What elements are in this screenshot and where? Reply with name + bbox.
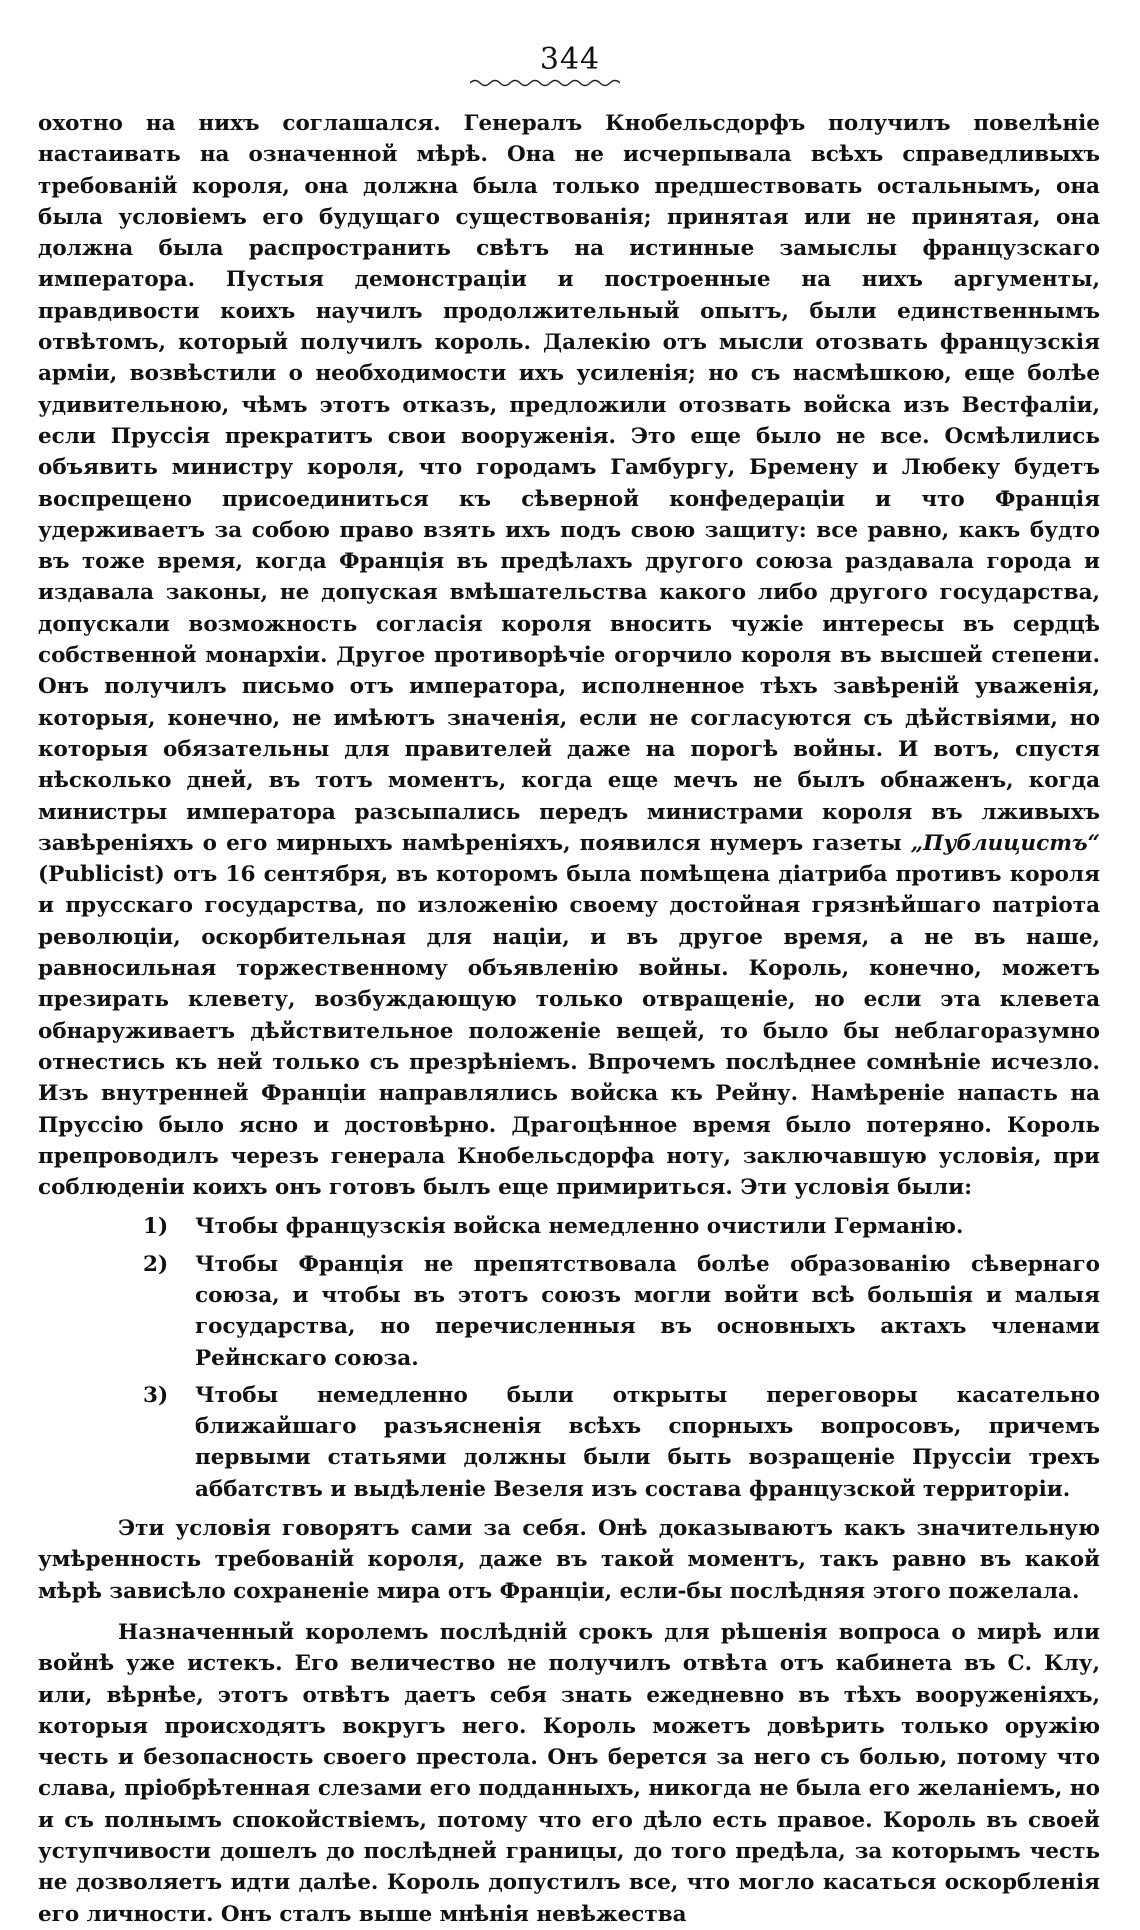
- paragraph-conditions-summary: Эти условія говорятъ сами за себя. Онѣ доказываютъ какъ значительную умѣренность требованій короля, даже въ такой моментъ, такъ равно въ какой мѣрѣ зависѣло сохраненіе мира отъ Франціи, если-бы послѣдняя этого пожелала.: [38, 1516, 1100, 1604]
- list-marker: 3): [143, 1382, 169, 1408]
- wavy-rule-ornament: [470, 78, 620, 88]
- paragraph-main-text: охотно на нихъ соглашался. Генералъ Кнобельсдорфъ получилъ повелѣніе настаивать на означенной мѣрѣ. Она не исчерпывала всѣхъ справедливыхъ требованій короля, она должна была только предшествовать остальнымъ, она была условіемъ его будущаго существованія; принятая или не принятая, она должна была распространить свѣтъ на истинные замыслы французскаго императора. Пустыя демонстраціи и построенные на нихъ аргументы, правдивости коихъ научилъ продолжительный опытъ, были единственнымъ отвѣтомъ, который получилъ король. Далекію отъ мысли отозвать французскія арміи, возвѣстили о необходимости ихъ усиленія; но съ насмѣшкою, еще болѣе удивительною, чѣмъ этотъ отказъ, предложили отозвать войска изъ Вестфаліи, если Пруссія прекратитъ свои вооруженія. Это еще было не все. Осмѣлились объявить министру короля, что городамъ Гамбургу, Бремену и Любеку будетъ воспрещено присоединиться къ сѣверной конфедераціи и что Франція удерживаетъ за собою право взять ихъ подъ свою защиту: все равно, какъ будто въ тоже время, когда Франція въ предѣлахъ другого союза раздавала города и издавала законы, не допуская вмѣшательства какого либо другого государства, допускали возможность согласія короля вносить чужіе интересы въ сердцѣ собственной монархіи. Другое противорѣчіе огорчило короля въ высшей степени. Онъ получилъ письмо отъ императора, исполненное тѣхъ завѣреній уваженія, которыя, конечно, не имѣютъ значенія, если не согласуются съ дѣйствіями, но которыя обязательны для правителей даже на порогѣ войны. И вотъ, спустя нѣсколько дней, въ тотъ моментъ, когда еще мечъ не былъ обнаженъ, когда министры императора разсыпались передъ министрами короля въ лживыхъ завѣреніяхъ о его мирныхъ намѣреніяхъ, появился нумеръ газеты: [38, 111, 1100, 856]
- list-item-text: Чтобы Франція не препятствовала болѣе образованію сѣвернаго союза, и чтобы въ этотъ союзъ могли войти всѣ большія и малыя государства, но перечисленныя въ основныхъ актахъ членами Рейнскаго союза.: [195, 1251, 1100, 1371]
- list-item: [38, 1211, 1100, 1242]
- list-item-text: Чтобы немедленно были открыты переговоры касательно ближайшаго разъясненія всѣхъ спорныхъ вопросовъ, причемъ первыми статьями должны были быть возращеніе Пруссіи трехъ аббатствъ и выдѣленіе Везеля изъ состава французской территоріи.: [195, 1382, 1100, 1502]
- list-item: [38, 1380, 1100, 1505]
- list-item-text: Чтобы французскія войска немедленно очистили Германію.: [195, 1214, 964, 1240]
- paragraph-deadline: Назначенный королемъ послѣдній срокъ для рѣшенія вопроса о мирѣ или войнѣ уже истекъ. Его величество не получилъ отвѣта отъ кабинета въ С. Клу, или, вѣрнѣе, этотъ отвѣтъ даетъ себя знать ежедневно въ тѣхъ вооруженіяхъ, которыя происходятъ вокругъ него. Король можетъ довѣрить только оружію честь и безопасность своего престола. Онъ берется за него съ болью, потому что слава, пріобрѣтенная слезами его подданныхъ, никогда не была его желаніемъ, но и съ полнымъ спокойствіемъ, потому что его дѣло есть правое. Король въ своей уступчивости дошелъ до послѣдней границы, до того предѣла, за которымъ честь не дозволяетъ идти далѣе. Король допустилъ все, что могло касаться оскорбленія его личности. Онъ сталъ выше мнѣнія невѣжества: [38, 1619, 1100, 1927]
- body-text: [38, 108, 1100, 1930]
- paragraph-main: [38, 108, 1100, 1203]
- newspaper-title: „Публицистъ“: [910, 830, 1100, 856]
- list-marker: 1): [143, 1214, 169, 1240]
- newspaper-latin-title: (Publicist): [38, 862, 165, 888]
- list-marker: 2): [143, 1251, 169, 1277]
- paragraph-main-continuation: отъ 16 сентября, въ которомъ была помѣщена діатриба противъ короля и прусскаго государства, по изложенію своему достойная грязнѣйшаго патріота революціи, оскорбительная для націи, и въ другое время, а не въ наше, равносильная торжественному объявленію войны. Король, конечно, можетъ презирать клевету, возбуждающую только отвращеніе, но если эта клевета обнаруживаетъ дѣйствительное положеніе вещей, то было бы неблагоразумно отнестись къ ней только съ презрѣніемъ. Впрочемъ послѣднее сомнѣніе исчезло. Изъ внутренней Франціи направлялись войска къ Рейну. Намѣреніе напасть на Пруссію было ясно и достовѣрно. Драгоцѣнное время было потеряно. Король препроводилъ черезъ генерала Кнобельсдорфа ноту, заключавшую условія, при соблюденіи коихъ онъ готовъ былъ еще примириться. Эти условія были:: [38, 862, 1100, 1201]
- page-number: 344: [539, 42, 601, 77]
- list-item: [38, 1249, 1100, 1374]
- conditions-list: [38, 1211, 1100, 1505]
